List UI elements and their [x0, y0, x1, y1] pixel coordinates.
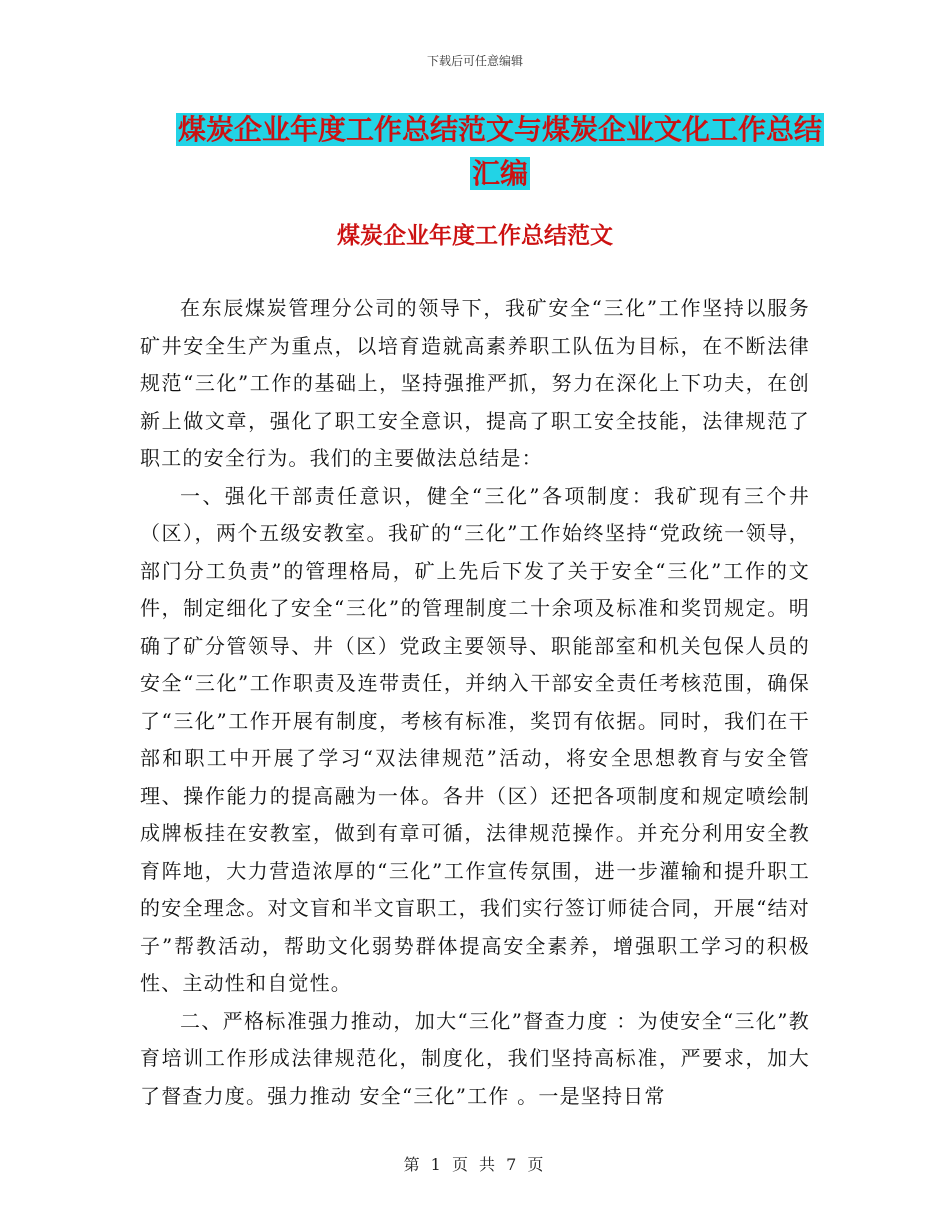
- paragraph-2: 一、强化干部责任意识，健全“三化”各项制度：我矿现有三个井（区），两个五级安教室。我矿的“三化”工作始终坚持“党政统一领导，部门分工负责”的管理格局，矿上先后下发了关于安全“三化”工作的文件，制定细化了安全“三化”的管理制度二十余项及标准和奖罚规定。明确了矿分管领导、井（区）党政主要领导、职能部室和机关包保人员的安全“三化”工作职责及连带责任，并纳入干部安全责任考核范围，确保了“三化”工作开展有制度，考核有标准，奖罚有依据。同时，我们在干部和职工中开展了学习“双法律规范”活动，将安全思想教育与安全管理、操作能力的提高融为一体。各井（区）还把各项制度和规定喷绘制成牌板挂在安教室，做到有章可循，法律规范操作。并充分利用安全教育阵地，大力营造浓厚的“三化”工作宣传氛围，进一步灌输和提升职工的安全理念。对文盲和半文盲职工，我们实行签订师徒合同，开展“结对子”帮教活动，帮助文化弱势群体提高安全素养，增强职工学习的积极性、主动性和自觉性。: [140, 483, 810, 995]
- main-title-line-2: 汇编: [471, 157, 528, 190]
- header-note: 下载后可任意编辑: [426, 54, 523, 68]
- paragraph-1: 在东辰煤炭管理分公司的领导下，我矿安全“三化”工作坚持以服务矿井安全生产为重点，以培育造就高素养职工队伍为目标，在不断法律规范“三化”工作的基础上，坚持强推严抓，努力在深化上下功夫，在创新上做文章，强化了职工安全意识，提高了职工安全技能，法律规范了职工的安全行为。我们的主要做法总结是：: [140, 296, 810, 470]
- main-title-line-1: 煤炭企业年度工作总结范文与煤炭企业文化工作总结: [177, 113, 822, 146]
- page-footer: 第 1 页 共 7 页: [403, 1155, 547, 1174]
- paragraph-3: 二、严格标准强力推动，加大“三化”督查力度 ：为使安全“三化”教育培训工作形成法律规范化，制度化，我们坚持高标准，严要求，加大了督查力度。强力推动 安全“三化”工作 。一是坚持日常: [140, 1008, 810, 1108]
- document-main-title: [140, 108, 860, 196]
- body-text: [140, 290, 810, 1115]
- section-title: 煤炭企业年度工作总结范文: [337, 223, 613, 249]
